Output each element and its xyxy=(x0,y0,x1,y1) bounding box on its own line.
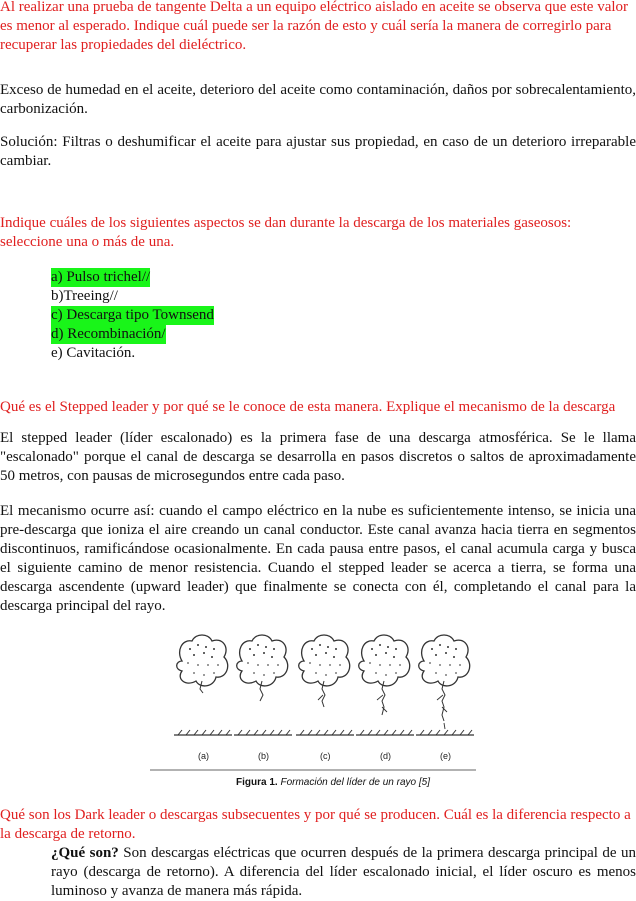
answer-1-cause: Exceso de humedad en el aceite, deterioro del aceite como contaminación, daños por sobrecalentamiento, carbonización. xyxy=(0,82,636,117)
panel-label-b: (b) xyxy=(258,751,269,761)
caption-text: Formación del líder de un rayo [5] xyxy=(277,777,430,788)
options-list xyxy=(51,268,214,363)
option-a: a) Pulso trichel// xyxy=(51,269,151,285)
answer-4-lead: ¿Qué son? xyxy=(51,845,119,861)
question-3-text: Qué es el Stepped leader y por qué se le conoce de esta manera. Explique el mecanismo de la descarga xyxy=(0,399,616,415)
figure-caption xyxy=(236,773,430,792)
lightning-leader-diagram xyxy=(150,625,476,787)
panel-c xyxy=(299,635,350,707)
option-e: e) Cavitación. xyxy=(51,345,136,361)
answer-4-paragraph xyxy=(51,844,636,901)
answer-3-definition: El stepped leader (líder escalonado) es la primera fase de una descarga atmosférica. Se le llama "escalonado" porque el canal de descarga se desarrolla en pasos discretos o saltos de aproximadamente 50 metros, con pausas de microsegundos entre cada paso. xyxy=(0,430,636,484)
answer-4-text: Son descargas eléctricas que ocurren después de la primera descarga principal de un rayo (descarga de retorno). A diferencia del líder escalonado inicial, el líder oscuro es menos luminoso y avanza de manera más rápida. xyxy=(51,845,636,899)
option-d: d) Recombinación/ xyxy=(51,326,166,342)
panel-label-c: (c) xyxy=(320,751,331,761)
figure-lightning-leader xyxy=(150,625,476,787)
panel-e xyxy=(419,635,470,729)
answer-3-mechanism: El mecanismo ocurre así: cuando el campo eléctrico en la nube es suficientemente intenso, se inicia una pre-descarga que ioniza el aire creando un canal conductor. Este canal avanza hacia tierra en segmentos discontinuos, ramificándose ocasionalmente. En cada pausa entre pasos, el canal acumula carga y busca el siguiente camino de menor resistencia. Cuando el stepped leader se acerca a tierra, se forma una descarga ascendente (upward leader) que finalmente se conecta con él, completando el canal para la descarga principal del rayo. xyxy=(0,503,636,614)
question-4-text: Qué son los Dark leader o descargas subsecuentes y por qué se producen. Cuál es la diferencia respecto a la descarga de retorno. xyxy=(0,807,631,842)
option-c: c) Descarga tipo Townsend xyxy=(51,307,214,323)
panel-label-a: (a) xyxy=(198,751,209,761)
question-1-text: Al realizar una prueba de tangente Delta a un equipo eléctrico aislado en aceite se observa que este valor es menor al esperado. Indique cuál puede ser la razón de esto y cuál sería la manera de corregirlo para recuperar las propiedades del dieléctrico. xyxy=(0,0,629,53)
panel-label-d: (d) xyxy=(380,751,391,761)
question-2-text: Indique cuáles de los siguientes aspectos se dan durante la descarga de los materiales gaseosos: seleccione una o más de una. xyxy=(0,215,572,250)
panel-label-e: (e) xyxy=(440,751,451,761)
panel-b xyxy=(237,635,288,701)
answer-1-solution: Solución: Filtras o deshumificar el aceite para ajustar sus propiedad, en caso de un deterioro irreparable cambiar. xyxy=(0,134,636,169)
panel-a xyxy=(177,635,228,693)
panel-d xyxy=(359,635,410,715)
caption-label: Figura 1. xyxy=(236,777,278,788)
option-b: b)Treeing// xyxy=(51,288,118,304)
